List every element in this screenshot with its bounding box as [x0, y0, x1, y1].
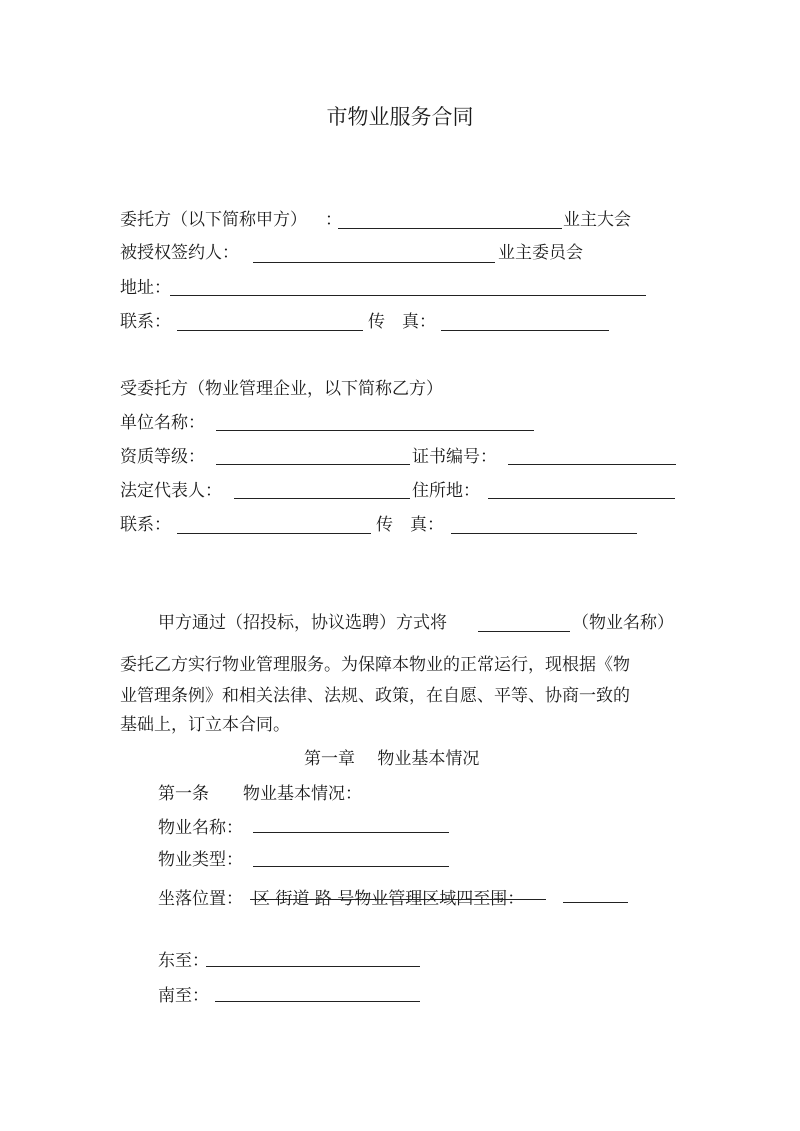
south-label: 南至：	[158, 986, 209, 1006]
location-label: 坐落位置：	[158, 889, 243, 909]
legal-rep-blank[interactable]	[234, 498, 410, 499]
residence-blank[interactable]	[488, 498, 675, 499]
page-title: 市物业服务合同	[326, 105, 474, 129]
preamble-line4: 基础上，订立本合同。	[120, 715, 290, 735]
preamble-line1-end: （物业名称）	[572, 613, 674, 633]
client-colon: ：	[325, 210, 342, 230]
article-1-label: 第一条	[158, 784, 209, 804]
preamble-line2: 委托乙方实行物业管理服务。为保障本物业的正常运行，现根据《物	[120, 655, 630, 675]
property-type-blank[interactable]	[253, 866, 449, 867]
unit-name-label: 单位名称：	[120, 413, 205, 433]
qualification-blank[interactable]	[216, 464, 410, 465]
south-blank[interactable]	[215, 1001, 420, 1002]
property-name-blank-preamble[interactable]	[478, 631, 570, 632]
preamble-line3: 业管理条例》和相关法律、法规、政策，在自愿、平等、协商一致的	[120, 686, 630, 706]
location-text: 区 街道 路 号物业管理区域四至围：	[253, 889, 525, 909]
address-blank[interactable]	[170, 295, 646, 296]
location-blank[interactable]	[563, 902, 628, 903]
certificate-blank[interactable]	[508, 464, 676, 465]
owners-committee-text: 业主委员会	[498, 243, 583, 263]
location-strikethrough	[250, 899, 546, 900]
party-b-fax-blank[interactable]	[451, 533, 637, 534]
article-1-title: 物业基本情况：	[243, 784, 362, 804]
east-label: 东至：	[158, 951, 209, 971]
qualification-label: 资质等级：	[120, 447, 205, 467]
party-b-contact-label: 联系：	[120, 515, 171, 535]
east-blank[interactable]	[206, 966, 420, 967]
legal-rep-label: 法定代表人：	[120, 481, 222, 501]
party-a-fax-label: 传 真：	[368, 312, 436, 332]
property-name-blank[interactable]	[253, 832, 449, 833]
client-blank[interactable]	[338, 228, 562, 229]
party-a-contact-blank[interactable]	[177, 330, 363, 331]
property-name-label: 物业名称：	[158, 818, 243, 838]
party-b-heading: 受委托方（物业管理企业，以下简称乙方）	[120, 379, 443, 399]
owners-assembly-text: 业主大会	[563, 210, 631, 230]
client-label: 委托方（以下简称甲方）	[120, 210, 307, 230]
signatory-blank[interactable]	[253, 262, 495, 263]
residence-label: 住所地：	[412, 481, 480, 501]
party-a-contact-label: 联系：	[120, 312, 171, 332]
preamble-line1-start: 甲方通过（招投标，协议选聘）方式将	[158, 613, 447, 633]
certificate-label: 证书编号：	[412, 447, 497, 467]
party-b-fax-label: 传 真：	[376, 515, 444, 535]
unit-name-blank[interactable]	[216, 430, 534, 431]
party-b-contact-blank[interactable]	[177, 533, 371, 534]
property-type-label: 物业类型：	[158, 850, 243, 870]
signatory-label: 被授权签约人：	[120, 243, 239, 263]
address-label: 地址：	[120, 278, 171, 298]
chapter-1-heading: 第一章 物业基本情况	[304, 749, 480, 769]
party-a-fax-blank[interactable]	[441, 330, 609, 331]
